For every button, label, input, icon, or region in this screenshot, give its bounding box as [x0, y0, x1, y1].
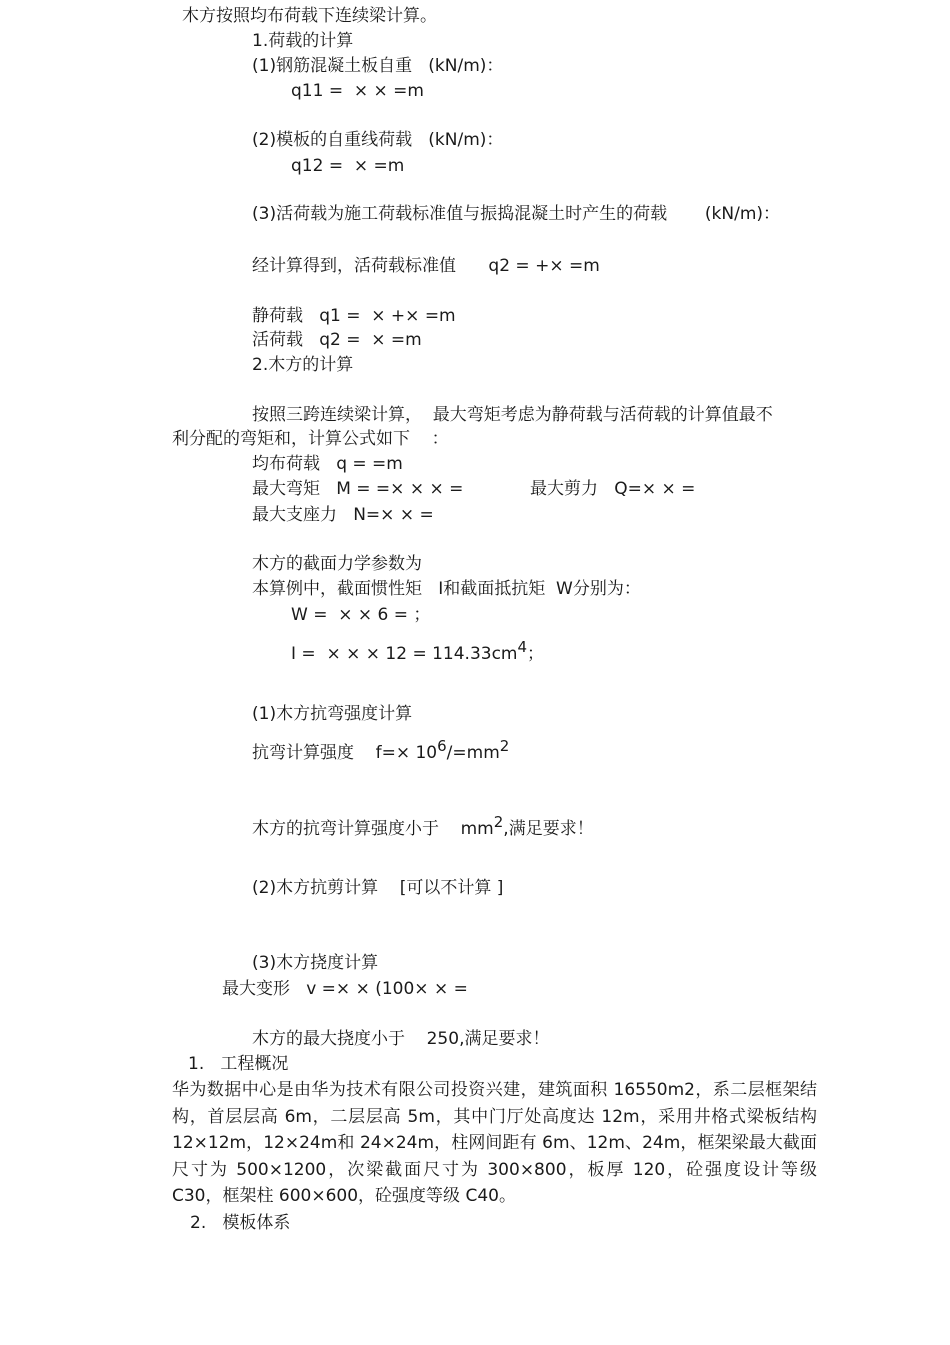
deflection-result: 木方的最大挠度小于 250,满足要求！ — [252, 1029, 550, 1049]
max-support-force-formula: 最大支座力 N=× × = — [252, 505, 434, 525]
heading-formwork-system: 2. 模板体系 — [190, 1213, 291, 1233]
calc-description-line-2: 利分配的弯矩和，计算公式如下 ： — [172, 429, 449, 449]
heading-project-overview: 1. 工程概况 — [188, 1054, 289, 1074]
i-formula: I = × × × 12 = 114.33cm4； — [291, 638, 545, 664]
load-item-1: (1)钢筋混凝土板自重 (kN/m)： — [252, 56, 504, 76]
deflection-formula: 最大变形 v =× × (100× × = — [222, 979, 468, 999]
live-load-standard: 经计算得到，活荷载标准值 q2 = +× =m — [252, 256, 600, 276]
calc-description-line-1: 按照三跨连续梁计算， 最大弯矩考虑为静荷载与活荷载的计算值最不 — [252, 405, 773, 425]
load-item-3: (3)活荷载为施工荷载标准值与振捣混凝土时产生的荷载 (kN/m)： — [252, 204, 781, 224]
max-shear-formula: 最大剪力 Q=× × = — [530, 479, 696, 499]
deflection-title: (3)木方挠度计算 — [252, 953, 379, 973]
load-formula-q11: q11 = × × =m — [291, 81, 424, 101]
intro-line: 木方按照均布荷载下连续梁计算。 — [182, 6, 437, 26]
project-overview-paragraph: 华为数据中心是由华为技术有限公司投资兴建，建筑面积 16550m2，系二层框架结构，首层层高 6m，二层层高 5m，其中门厅处高度达 12m，采用井格式梁板结构 12×12m，12×24m和 24×24m，柱网间距有 6m、12m、24m，框架梁最大截面尺寸为 500×1200，次梁截面尺寸为 300×800，板厚 120，砼强度设计等级 C30，框架柱 600×600，砼强度等级 C40。 — [172, 1080, 817, 1206]
load-item-2: (2)模板的自重线荷载 (kN/m)： — [252, 130, 504, 150]
load-formula-q12: q12 = × =m — [291, 156, 405, 176]
uniform-load-formula: 均布荷载 q = =m — [252, 454, 403, 474]
live-load: 活荷载 q2 = × =m — [252, 330, 422, 350]
bending-strength-formula: 抗弯计算强度 f=× 106/=mm2 — [252, 737, 510, 763]
section-properties-desc: 本算例中，截面惯性矩 I和截面抵抗矩 W分别为： — [252, 579, 641, 599]
section-properties-title: 木方的截面力学参数为 — [252, 554, 422, 574]
bending-strength-result: 木方的抗弯计算强度小于 mm2,满足要求！ — [252, 813, 594, 839]
shear-strength-title: (2)木方抗剪计算 [可以不计算 ] — [252, 878, 504, 898]
w-formula: W = × × 6 = ； — [291, 605, 431, 625]
max-moment-formula: 最大弯矩 M = =× × × = — [252, 479, 464, 499]
bending-strength-title: (1)木方抗弯强度计算 — [252, 704, 413, 724]
section-2-title: 2.木方的计算 — [252, 355, 354, 375]
static-load: 静荷载 q1 = × +× =m — [252, 306, 456, 326]
section-1-title: 1.荷载的计算 — [252, 31, 354, 51]
